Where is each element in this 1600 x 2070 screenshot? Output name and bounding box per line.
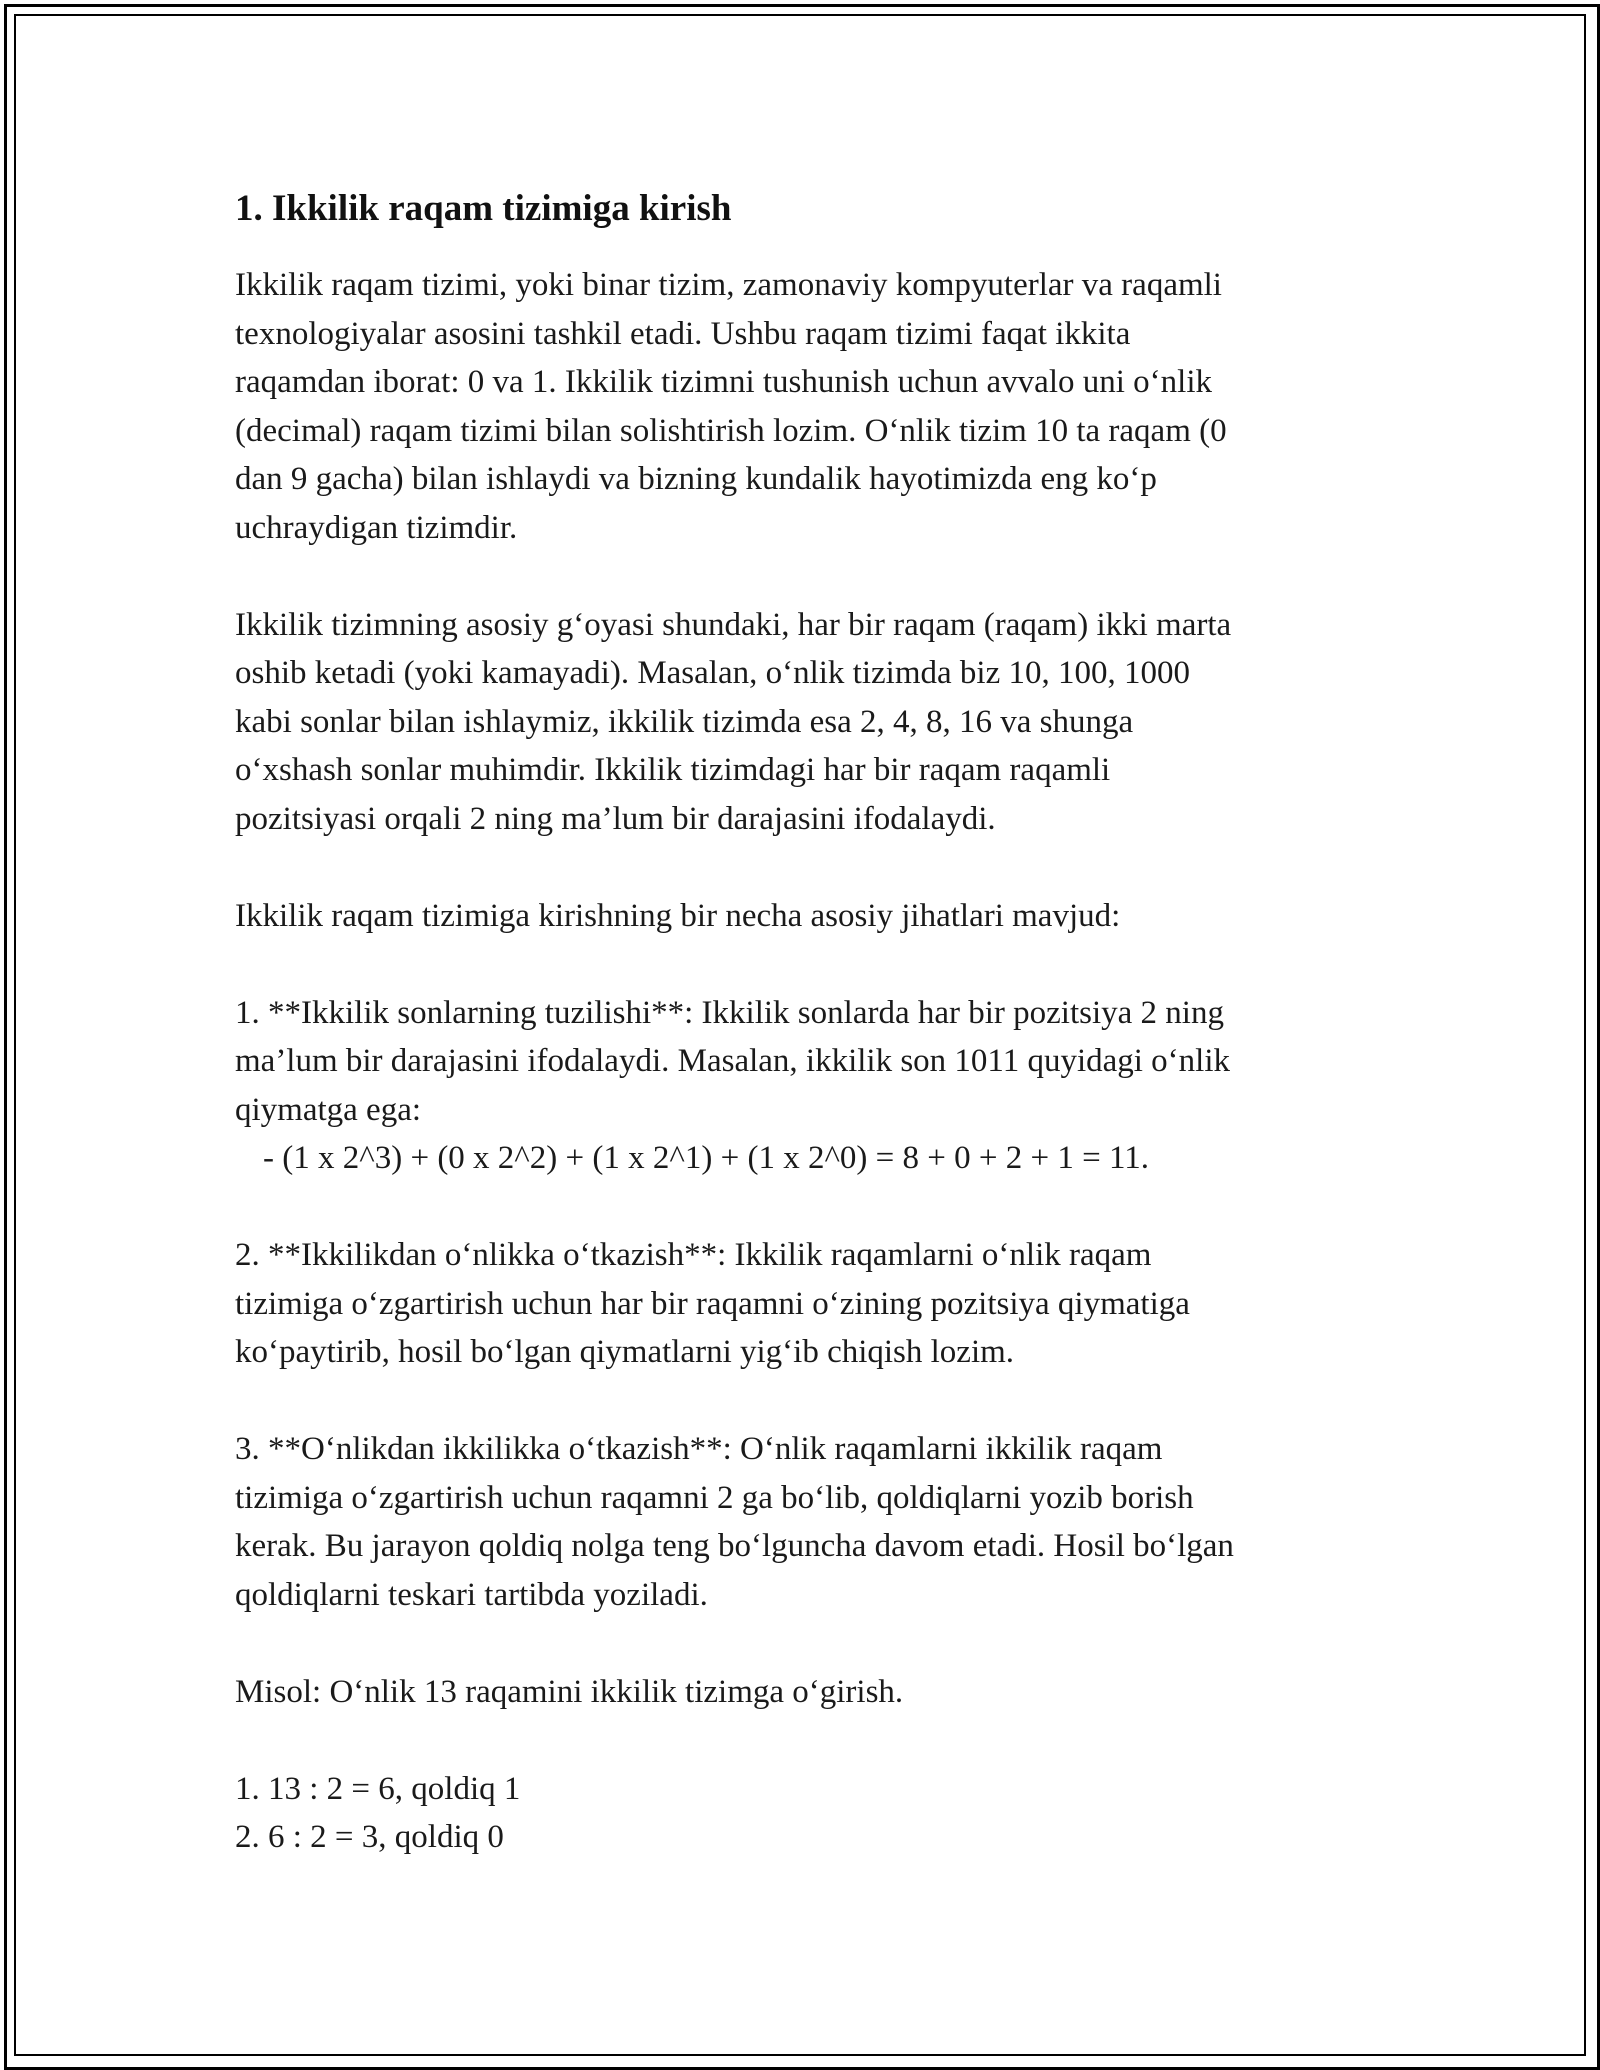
text-line: 1. **Ikkilik sonlarning tuzilishi**: Ikkilik sonlarda har bir pozitsiya 2 ning — [235, 994, 1224, 1031]
text-line: pozitsiyasi orqali 2 ning ma’lum bir darajasini ifodalaydi. — [235, 800, 996, 837]
paragraph-main-idea — [235, 601, 1375, 844]
example-steps — [235, 1765, 1375, 1862]
text-line: 3. **O‘nlikdan ikkilikka o‘tkazish**: O‘nlik raqamlarni ikkilik raqam — [235, 1431, 1163, 1467]
text-line: kerak. Bu jarayon qoldiq nolga teng bo‘lguncha davom etadi. Hosil bo‘lgan — [235, 1528, 1234, 1564]
formula-line: - (1 x 2^3) + (0 x 2^2) + (1 x 2^1) + (1 x 2^0) = 8 + 0 + 2 + 1 = 11. — [263, 1140, 1150, 1176]
text-line: raqamdan iborat: 0 va 1. Ikkilik tizimni tushunish uchun avvalo uni o‘nlik — [235, 364, 1212, 400]
text-line: oshib ketadi (yoki kamayadi). Masalan, o‘nlik tizimda biz 10, 100, 1000 — [235, 655, 1190, 691]
list-item-structure — [235, 989, 1375, 1183]
text-line: Misol: O‘nlik 13 raqamini ikkilik tizimga o‘girish. — [235, 1673, 904, 1710]
text-line: qoldiqlarni teskari tartibda yoziladi. — [235, 1576, 708, 1613]
paragraph-aspects-intro — [235, 892, 1375, 941]
paragraph-intro — [235, 261, 1375, 552]
text-line: tizimiga o‘zgartirish uchun raqamni 2 ga bo‘lib, qoldiqlarni yozib borish — [235, 1479, 1194, 1516]
text-line: Ikkilik raqam tizimiga kirishning bir necha asosiy jihatlari mavjud: — [235, 897, 1121, 934]
text-line: ma’lum bir darajasini ifodalaydi. Masalan, ikkilik son 1011 quyidagi o‘nlik — [235, 1043, 1231, 1079]
list-item-decimal-to-binary — [235, 1425, 1375, 1619]
text-line: ko‘paytirib, hosil bo‘lgan qiymatlarni yig‘ib chiqish lozim. — [235, 1334, 1015, 1370]
text-line: o‘xshash sonlar muhimdir. Ikkilik tizimdagi har bir raqam raqamli — [235, 752, 1111, 788]
text-line: Ikkilik raqam tizimi, yoki binar tizim, zamonaviy kompyuterlar va raqamli — [235, 267, 1222, 303]
text-line: kabi sonlar bilan ishlaymiz, ikkilik tizimda esa 2, 4, 8, 16 va shunga — [235, 703, 1134, 740]
text-line: dan 9 gacha) bilan ishlaydi va bizning kundalik hayotimizda eng ko‘p — [235, 461, 1157, 497]
text-line: qiymatga ega: — [235, 1091, 422, 1128]
text-line: uchraydigan tizimdir. — [235, 509, 518, 546]
text-line: texnologiyalar asosini tashkil etadi. Ushbu raqam tizimi faqat ikkita — [235, 315, 1131, 352]
text-line: 2. **Ikkilikdan o‘nlikka o‘tkazish**: Ikkilik raqamlarni o‘nlik raqam — [235, 1237, 1152, 1273]
text-line: tizimiga o‘zgartirish uchun har bir raqamni o‘zining pozitsiya qiymatiga — [235, 1285, 1190, 1322]
text-line: Ikkilik tizimning asosiy g‘oyasi shundaki, har bir raqam (raqam) ikki marta — [235, 606, 1232, 643]
text-line: (decimal) raqam tizimi bilan solishtirish lozim. O‘nlik tizim 10 ta raqam (0 — [235, 412, 1227, 449]
text-line: 1. 13 : 2 = 6, qoldiq 1 — [235, 1770, 521, 1807]
list-item-binary-to-decimal — [235, 1231, 1375, 1377]
text-line: 2. 6 : 2 = 3, qoldiq 0 — [235, 1819, 504, 1855]
paragraph-example — [235, 1668, 1375, 1717]
document-body — [235, 185, 1375, 1862]
section-heading: 1. Ikkilik raqam tizimiga kirish — [235, 188, 732, 229]
